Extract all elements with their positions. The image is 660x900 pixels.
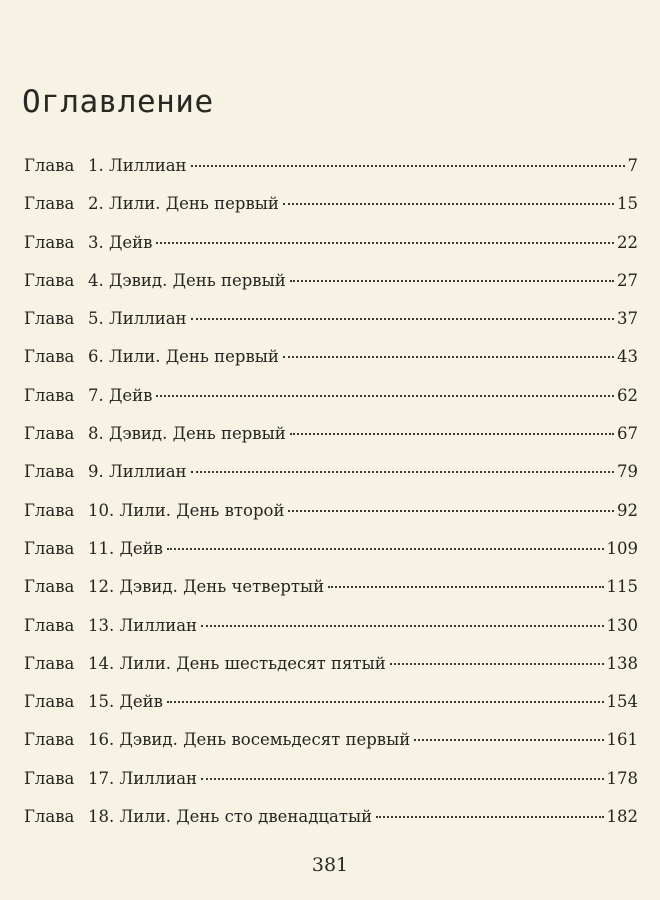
toc-entry	[24, 730, 638, 768]
chapter-label: Глава	[24, 730, 75, 750]
chapter-label: Глава	[24, 232, 75, 252]
chapter-title: 14. Лили. День шестьдесят пятый	[88, 653, 386, 673]
toc-entry	[24, 462, 638, 500]
chapter-label: Глава	[24, 309, 75, 329]
toc-entry	[24, 156, 638, 194]
dot-leader	[288, 510, 614, 512]
toc-entry	[24, 577, 638, 615]
chapter-label: Глава	[24, 807, 75, 827]
chapter-page-number: 92	[617, 500, 638, 520]
chapter-label: Глава	[24, 156, 75, 175]
chapter-title: 17. Лиллиан	[88, 768, 198, 788]
toc-list	[24, 156, 638, 845]
dot-leader	[414, 739, 603, 741]
chapter-title: 8. Дэвид. День первый	[88, 424, 286, 444]
chapter-page-number: 7	[627, 156, 638, 175]
chapter-label: Глава	[24, 424, 75, 444]
chapter-label: Глава	[24, 270, 75, 290]
dot-leader	[390, 663, 604, 665]
dot-leader	[191, 165, 625, 167]
chapter-page-number: 138	[606, 653, 638, 673]
chapter-label: Глава	[24, 538, 75, 558]
dot-leader	[328, 586, 603, 588]
chapter-title: 5. Лиллиан	[88, 309, 187, 329]
toc-entry	[24, 347, 638, 385]
chapter-page-number: 22	[617, 232, 638, 252]
toc-entry	[24, 769, 638, 807]
chapter-page-number: 79	[617, 462, 638, 482]
dot-leader	[283, 203, 614, 205]
dot-leader	[156, 395, 614, 397]
toc-entry	[24, 501, 638, 539]
chapter-label: Глава	[24, 347, 75, 367]
chapter-title: 15. Дейв	[88, 692, 163, 712]
chapter-page-number: 154	[606, 692, 638, 712]
chapter-label: Глава	[24, 692, 75, 712]
chapter-page-number: 67	[617, 424, 638, 444]
chapter-title: 1. Лиллиан	[88, 156, 187, 175]
toc-entry	[24, 616, 638, 654]
chapter-page-number: 130	[606, 615, 638, 635]
chapter-page-number: 27	[617, 270, 638, 290]
toc-entry	[24, 692, 638, 730]
chapter-title: 2. Лили. День первый	[88, 194, 279, 214]
toc-entry	[24, 807, 638, 845]
dot-leader	[167, 548, 604, 550]
chapter-label: Глава	[24, 462, 75, 482]
toc-entry	[24, 233, 638, 271]
chapter-page-number: 109	[606, 538, 638, 558]
chapter-title: 12. Дэвид. День четвертый	[88, 577, 325, 597]
dot-leader	[376, 816, 603, 818]
chapter-label: Глава	[24, 577, 75, 597]
toc-entry	[24, 386, 638, 424]
chapter-label: Глава	[24, 194, 75, 214]
chapter-title: 11. Дейв	[88, 538, 163, 558]
toc-entry	[24, 424, 638, 462]
dot-leader	[191, 471, 614, 473]
toc-entry	[24, 654, 638, 692]
dot-leader	[283, 356, 614, 358]
chapter-page-number: 182	[606, 807, 638, 827]
toc-entry	[24, 194, 638, 232]
toc-entry	[24, 539, 638, 577]
toc-title: Оглавление	[22, 84, 214, 120]
toc-entry	[24, 271, 638, 309]
dot-leader	[201, 625, 603, 627]
dot-leader	[156, 242, 614, 244]
chapter-page-number: 178	[606, 768, 638, 788]
dot-leader	[191, 318, 614, 320]
dot-leader	[290, 433, 614, 435]
chapter-title: 9. Лиллиан	[88, 462, 187, 482]
chapter-label: Глава	[24, 500, 75, 520]
chapter-page-number: 161	[606, 730, 638, 750]
chapter-label: Глава	[24, 768, 75, 788]
chapter-page-number: 37	[617, 309, 638, 329]
chapter-title: 18. Лили. День сто двенадцатый	[88, 807, 373, 827]
chapter-title: 16. Дэвид. День восемьдесят первый	[88, 730, 411, 750]
dot-leader	[201, 778, 603, 780]
chapter-page-number: 115	[606, 577, 638, 597]
chapter-page-number: 62	[617, 385, 638, 405]
chapter-title: 7. Дейв	[88, 385, 153, 405]
chapter-page-number: 15	[617, 194, 638, 214]
chapter-title: 4. Дэвид. День первый	[88, 270, 286, 290]
chapter-page-number: 43	[617, 347, 638, 367]
chapter-label: Глава	[24, 615, 75, 635]
chapter-label: Глава	[24, 385, 75, 405]
toc-entry	[24, 309, 638, 347]
chapter-title: 13. Лиллиан	[88, 615, 198, 635]
dot-leader	[167, 701, 604, 703]
page-number: 381	[311, 854, 349, 876]
chapter-label: Глава	[24, 653, 75, 673]
chapter-title: 10. Лили. День второй	[88, 500, 285, 520]
chapter-title: 3. Дейв	[88, 232, 153, 252]
chapter-title: 6. Лили. День первый	[88, 347, 279, 367]
dot-leader	[290, 280, 614, 282]
